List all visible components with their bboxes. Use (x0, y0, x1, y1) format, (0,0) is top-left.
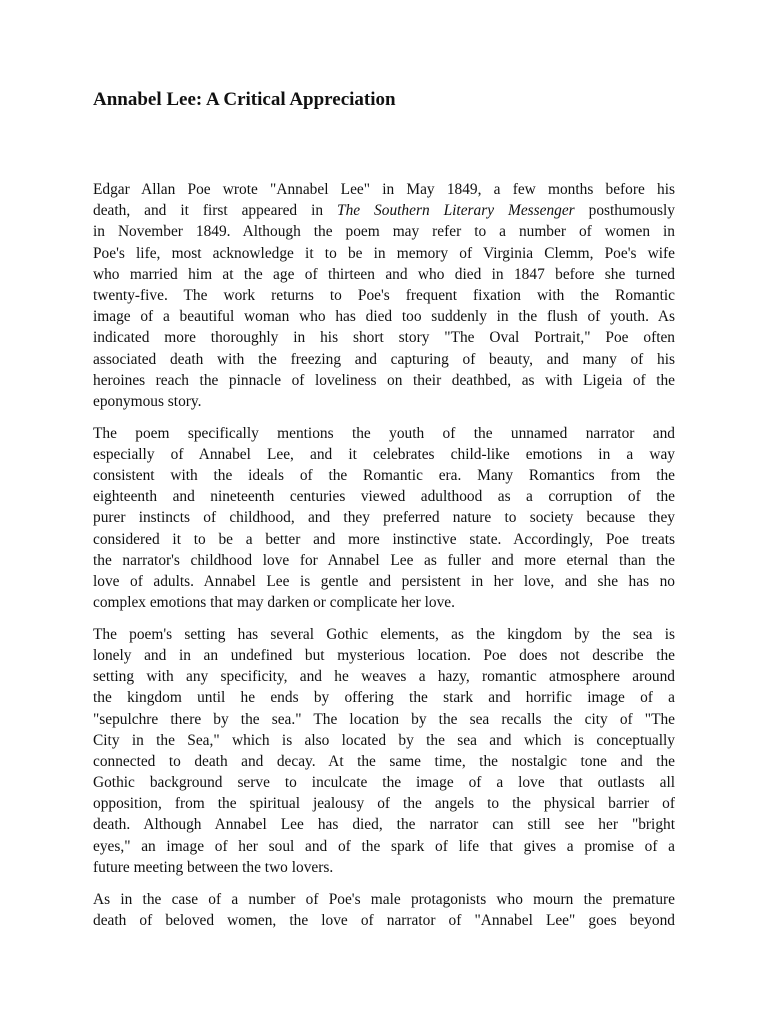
paragraph (93, 889, 675, 931)
paragraph-line (93, 592, 675, 613)
paragraph-line (93, 730, 675, 751)
paragraph (93, 423, 675, 614)
paragraph-line (93, 709, 675, 730)
paragraph-line (93, 687, 675, 708)
text-run: love of adults. Annabel Lee is gentle and persistent in her love, and she has no (93, 572, 675, 590)
text-run: lonely and in an undefined but mysterious location. Poe does not describe the (93, 646, 675, 664)
text-run: considered it to be a better and more instinctive state. Accordingly, Poe treats (93, 530, 675, 548)
text-run: The poem specifically mentions the youth of the unnamed narrator and (93, 424, 675, 442)
text-run: posthumously (574, 202, 675, 220)
paragraph-line (93, 370, 675, 391)
paragraph-line (93, 285, 675, 306)
paragraph-line (93, 465, 675, 486)
paragraph-line (93, 624, 675, 645)
text-run: consistent with the ideals of the Romantic era. Many Romantics from the (93, 466, 675, 484)
paragraph-line (93, 550, 675, 571)
text-run: death of beloved women, the love of narrator of "Annabel Lee" goes beyond (93, 911, 675, 929)
text-run: who married him at the age of thirteen and who died in 1847 before she turned (93, 265, 675, 283)
text-run: complex emotions that may darken or complicate her love. (93, 594, 455, 612)
paragraph-line (93, 327, 675, 348)
paragraph-line (93, 391, 675, 412)
document-body (93, 179, 675, 941)
text-run: Edgar Allan Poe wrote "Annabel Lee" in May 1849, a few months before his (93, 181, 675, 198)
text-run: associated death with the freezing and capturing of beauty, and many of his (93, 350, 675, 368)
paragraph-line (93, 772, 675, 793)
text-run: death, and it first appeared in (93, 202, 338, 220)
document-page (93, 0, 675, 1024)
text-run: death. Although Annabel Lee has died, the narrator can still see her "bright (93, 816, 675, 834)
text-run: The poem's setting has several Gothic elements, as the kingdom by the sea is (93, 625, 675, 643)
text-run: especially of Annabel Lee, and it celebrates child-like emotions in a way (93, 445, 675, 463)
paragraph-line (93, 507, 675, 528)
paragraph-line (93, 645, 675, 666)
paragraph-line (93, 751, 675, 772)
paragraph-line (93, 444, 675, 465)
text-run: image of a beautiful woman who has died too suddenly in the flush of youth. As (93, 308, 675, 326)
paragraph-line (93, 264, 675, 285)
text-run: Gothic background serve to inculcate the image of a love that outlasts all (93, 774, 675, 792)
paragraph-line (93, 910, 675, 931)
text-run: setting with any specificity, and he weaves a hazy, romantic atmosphere around (93, 668, 675, 686)
paragraph-line (93, 814, 675, 835)
text-run: in November 1849. Although the poem may refer to a number of women in (93, 223, 675, 241)
italic-text: The Southern Literary Messenger (337, 202, 575, 220)
text-run: the kingdom until he ends by offering the stark and horrific image of a (93, 689, 675, 707)
text-run: connected to death and decay. At the same time, the nostalgic tone and the (93, 752, 675, 770)
paragraph-line (93, 793, 675, 814)
text-run: heroines reach the pinnacle of loveliness on their deathbed, as with Ligeia of the (93, 371, 675, 389)
document-title: Annabel Lee: A Critical Appreciation (93, 89, 396, 110)
text-run: Poe's life, most acknowledge it to be in memory of Virginia Clemm, Poe's wife (93, 244, 675, 262)
text-run: opposition, from the spiritual jealousy of the angels to the physical barrier of (93, 795, 675, 813)
paragraph-line (93, 179, 675, 200)
text-run: eyes," an image of her soul and of the spark of life that gives a promise of a (93, 837, 675, 855)
paragraph-line (93, 889, 675, 910)
paragraph-line (93, 666, 675, 687)
text-run: "sepulchre there by the sea." The location by the sea recalls the city of "The (93, 710, 675, 728)
paragraph-line (93, 243, 675, 264)
text-run: the narrator's childhood love for Annabel Lee as fuller and more eternal than the (93, 551, 675, 569)
text-run: eponymous story. (93, 392, 202, 410)
text-run: future meeting between the two lovers. (93, 858, 334, 876)
text-run: indicated more thoroughly in his short story "The Oval Portrait," Poe often (93, 329, 675, 347)
text-run: purer instincts of childhood, and they preferred nature to society because they (93, 509, 675, 527)
paragraph-line (93, 221, 675, 242)
paragraph-line (93, 836, 675, 857)
paragraph-line (93, 571, 675, 592)
paragraph-line (93, 423, 675, 444)
paragraph-line (93, 306, 675, 327)
paragraph (93, 624, 675, 878)
paragraph-line (93, 486, 675, 507)
text-run: eighteenth and nineteenth centuries viewed adulthood as a corruption of the (93, 488, 675, 506)
paragraph-line (93, 529, 675, 550)
text-run: twenty-five. The work returns to Poe's frequent fixation with the Romantic (93, 286, 675, 304)
text-run: As in the case of a number of Poe's male protagonists who mourn the premature (93, 890, 675, 908)
paragraph-line (93, 349, 675, 370)
paragraph-line (93, 200, 675, 221)
paragraph-line (93, 857, 675, 878)
text-run: City in the Sea," which is also located by the sea and which is conceptually (93, 731, 675, 749)
paragraph (93, 179, 675, 412)
